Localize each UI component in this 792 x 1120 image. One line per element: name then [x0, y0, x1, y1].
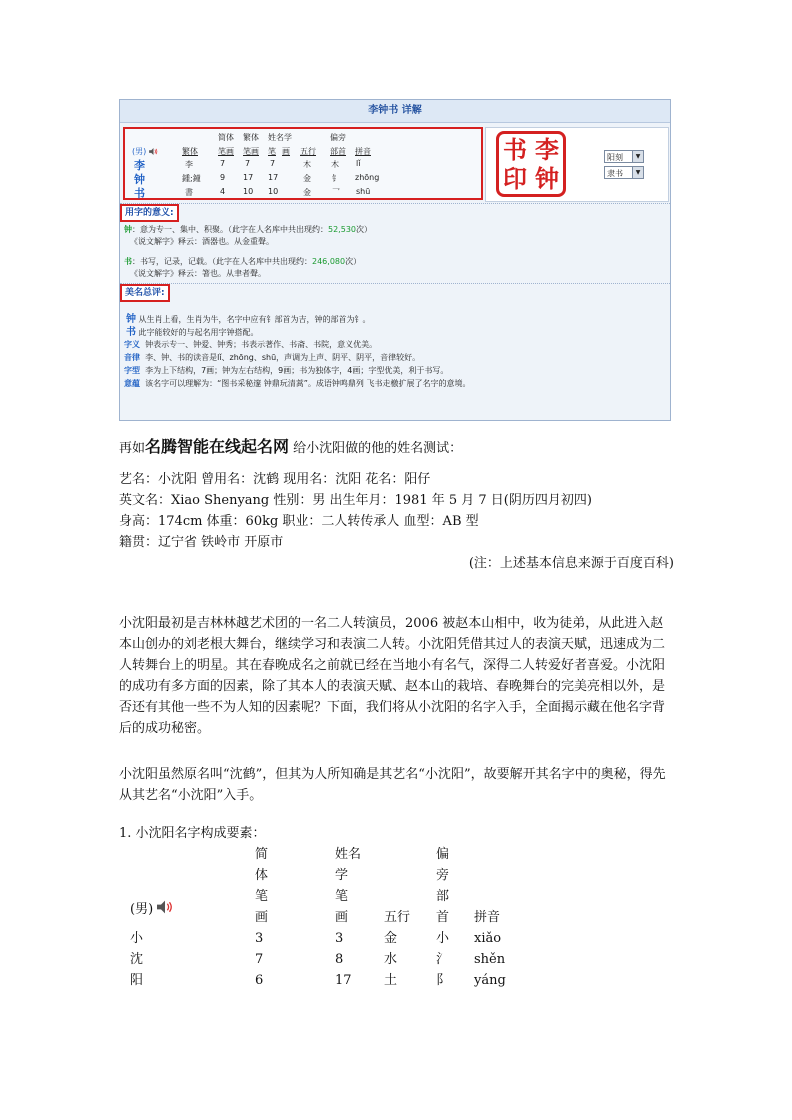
- source-note: (注：上述基本信息来源于百度百科): [468, 556, 674, 571]
- detail-label: 音律: [124, 353, 140, 362]
- row-xm: 10: [268, 187, 279, 196]
- meaning-count: 52,530: [328, 225, 356, 234]
- list-heading: 1. 小沈阳名字构成要素：: [119, 826, 266, 841]
- detail-label: 意蕴: [124, 379, 140, 388]
- detail-line: [124, 339, 377, 350]
- gender-label: [132, 146, 158, 157]
- section-review-tag: 美名总评:: [120, 284, 170, 302]
- col-pp-head: 首: [436, 910, 450, 925]
- row-wx: 金: [303, 188, 311, 197]
- seal-char: 印: [503, 164, 527, 193]
- info-line: 身高：174cm 体重：60kg 职业：二人转传承人 血型：AB 型: [119, 514, 479, 529]
- col-xm-head: 姓名: [335, 847, 362, 862]
- table-char: 小: [130, 931, 144, 946]
- intro-prefix: 再如: [119, 441, 146, 456]
- table-wx: 水: [384, 952, 398, 967]
- detail-text: 钟表示专一、钟爱、钟秀；书表示著作、书斋、书院，意义优美。: [145, 340, 378, 349]
- row-char[interactable]: 书: [134, 187, 145, 200]
- row-bs: 木: [331, 160, 339, 169]
- shuowen-shu: 《说文解字》释云：箸也。从聿者聲。: [130, 269, 266, 278]
- row-trad: 李: [185, 160, 193, 169]
- intro-line: [119, 437, 462, 459]
- table-xm: 17: [335, 973, 352, 988]
- table-simp: 6: [255, 973, 264, 988]
- col-wx-head: 五行: [384, 910, 411, 925]
- sub-bihua1: 笔画: [218, 147, 234, 156]
- col-simp-head: 体: [255, 868, 269, 883]
- seal-carve-value: 阳刻: [607, 153, 623, 162]
- table-char: 阳: [130, 973, 144, 988]
- row-simp: 9: [220, 173, 226, 182]
- row-simp: 4: [220, 187, 226, 196]
- row-char[interactable]: 李: [134, 159, 145, 172]
- hdr-simp: 简体: [218, 133, 234, 142]
- col-xm-head: 学: [335, 868, 349, 883]
- review-text: 从生肖上看，生肖为牛，名字中应有钅部首为吉，钟的部首为钅。: [138, 315, 371, 324]
- sub-bi: 笔: [268, 147, 276, 156]
- table-bs: 阝: [436, 973, 450, 988]
- seal-font-value: 隶书: [607, 169, 623, 178]
- table-py: xiǎo: [474, 931, 502, 946]
- row-fan: 7: [245, 159, 251, 168]
- sub-fanti: 繁体: [182, 147, 198, 156]
- row-xm: 7: [270, 159, 276, 168]
- row-fan: 10: [243, 187, 254, 196]
- row-wx: 木: [303, 160, 311, 169]
- review-char: 钟: [126, 314, 136, 325]
- table-wx: 金: [384, 931, 398, 946]
- intro-suffix: 给小沈阳做的他的姓名测试：: [289, 441, 463, 456]
- review-text: 此字能较好的与起名用字钟搭配。: [138, 328, 259, 337]
- info-line: 艺名：小沈阳 曾用名：沈鹤 现用名：沈阳 花名：阳仔: [119, 472, 431, 487]
- meaning-text: ：书写，记录，记载。（此字在人名库中共出现约：: [132, 257, 312, 266]
- gender-text: (男): [132, 147, 147, 156]
- detail-text: 该名字可以理解为：“图书采秘邃 钟鼎玩清蒿”。成语钟鸣鼎列 飞书走檄扩展了名字的意境。: [145, 379, 471, 388]
- info-line: 籍贯：辽宁省 铁岭市 开原市: [119, 535, 284, 550]
- table-char: 沈: [130, 952, 144, 967]
- meaning-char: 钟: [124, 225, 132, 234]
- row-py: zhōng: [355, 173, 380, 182]
- detail-line: [124, 378, 470, 389]
- table-gender: [130, 900, 173, 920]
- hdr-trad: 繁体: [243, 133, 259, 142]
- paragraph-stage-name: 小沈阳虽然原名叫“沈鹤”，但其为人所知确是其艺名“小沈阳”，故要解开其名字中的奥秘，得先从其艺名“小沈阳”入手。: [119, 767, 666, 803]
- table-xm: 8: [335, 952, 344, 967]
- col-xm-head: 画: [335, 910, 349, 925]
- row-py: lǐ: [356, 159, 361, 168]
- table-bs: 小: [436, 931, 450, 946]
- col-simp-head: 画: [255, 910, 269, 925]
- seal-preview-box: [485, 127, 669, 202]
- detail-line: [124, 352, 420, 363]
- speaker-icon[interactable]: [157, 900, 173, 914]
- row-bs: 钅: [332, 174, 340, 183]
- divider: [120, 203, 670, 204]
- detail-text: 李、钟、书的读音是lǐ、zhōng、shū，声调为上声、阴平、阴平，音律较好。: [145, 353, 421, 362]
- name-seal-image: [496, 131, 566, 197]
- col-pp-head: 部: [436, 889, 450, 904]
- col-xm-head: 笔: [335, 889, 349, 904]
- col-pp-head: 偏: [436, 847, 450, 862]
- chevron-down-icon[interactable]: ▼: [632, 167, 643, 178]
- divider: [120, 283, 670, 284]
- sub-bihua2: 笔画: [243, 147, 259, 156]
- meaning-zhong: [124, 224, 372, 235]
- seal-char: 书: [503, 135, 527, 164]
- paragraph-intro: 小沈阳最初是吉林林越艺术团的一名二人转演员，2006 被赵本山相中，收为徒弟，从此进入赵本山创办的刘老根大舞台，继续学习和表演二人转。小沈阳凭借其过人的表演天赋，迅速成为二人转舞台上的明星。其在春晚成名之前就已经在当地小有名气，深得二人转爱好者喜爱。小沈阳的成功有多方面的因素，除了其本人的表演天赋、赵本山的栽培、春晚舞台的完美亮相以外，是否还有其他一些不为人知的因素呢？下面，我们将从小沈阳的名字入手，全面揭示藏在他名字背后的成功秘密。: [119, 616, 666, 736]
- section-meaning-tag: 用字的意义:: [120, 204, 179, 222]
- meaning-tail: 次）: [356, 225, 372, 234]
- meaning-text: ：意为专一、集中、积聚。（此字在人名库中共出现约：: [132, 225, 328, 234]
- detail-line: [124, 365, 448, 376]
- row-bs: 乛: [332, 188, 340, 197]
- panel-title: 李钟书 详解: [120, 100, 670, 123]
- name-stroke-table: [123, 127, 483, 200]
- detail-label: 字型: [124, 366, 140, 375]
- seal-char: 李: [535, 135, 559, 164]
- col-pp-head: 旁: [436, 868, 450, 883]
- table-xm: 3: [335, 931, 344, 946]
- meaning-char: 书: [124, 257, 132, 266]
- meaning-count: 246,080: [312, 257, 346, 266]
- seal-char: 钟: [535, 164, 559, 193]
- row-trad: 書: [185, 188, 193, 197]
- table-simp: 7: [255, 952, 264, 967]
- detail-text: 李为上下结构，7画；钟为左右结构，9画；书为独体字，4画；字型优美，利于书写。: [145, 366, 449, 375]
- chevron-down-icon[interactable]: ▼: [632, 151, 643, 162]
- sub-pinyin: 拼音: [355, 147, 371, 156]
- review-char: 书: [126, 327, 136, 338]
- meaning-shu: [124, 256, 361, 267]
- row-fan: 17: [243, 173, 254, 182]
- table-wx: 土: [384, 973, 398, 988]
- row-simp: 7: [220, 159, 226, 168]
- meaning-tail: 次）: [345, 257, 362, 266]
- brand-name: 名腾智能在线起名网: [145, 437, 290, 456]
- sub-wuxing: 五行: [300, 147, 316, 156]
- table-gender-text: (男): [130, 902, 154, 917]
- shuowen-zhong: 《说文解字》释云：酒器也。从金重聲。: [130, 237, 274, 246]
- row-py: shū: [356, 187, 371, 196]
- seal-carve-select[interactable]: [604, 150, 644, 163]
- col-py-head: 拼音: [474, 910, 501, 925]
- row-wx: 金: [303, 174, 311, 183]
- detail-label: 字义: [124, 340, 140, 349]
- table-py: shěn: [474, 952, 506, 967]
- table-py: yáng: [474, 973, 506, 988]
- speaker-icon[interactable]: [149, 148, 158, 155]
- row-trad: 鍾;鐘: [182, 174, 201, 183]
- review-line: [126, 323, 259, 338]
- table-bs: 氵: [436, 952, 450, 967]
- seal-font-select[interactable]: [604, 166, 644, 179]
- row-char[interactable]: 钟: [134, 173, 145, 186]
- info-line: 英文名：Xiao Shenyang 性别：男 出生年月：1981 年 5 月 7 日(阴历四月初四): [119, 493, 592, 508]
- row-xm: 17: [268, 173, 279, 182]
- name-analysis-panel: [119, 99, 671, 421]
- sub-hua: 画: [282, 147, 290, 156]
- col-simp-head: 笔: [255, 889, 269, 904]
- table-simp: 3: [255, 931, 264, 946]
- sub-bushou: 部首: [330, 147, 346, 156]
- hdr-xmx: 姓名学: [268, 133, 292, 142]
- hdr-pianpang: 偏旁: [330, 133, 346, 142]
- col-simp-head: 简: [255, 847, 269, 862]
